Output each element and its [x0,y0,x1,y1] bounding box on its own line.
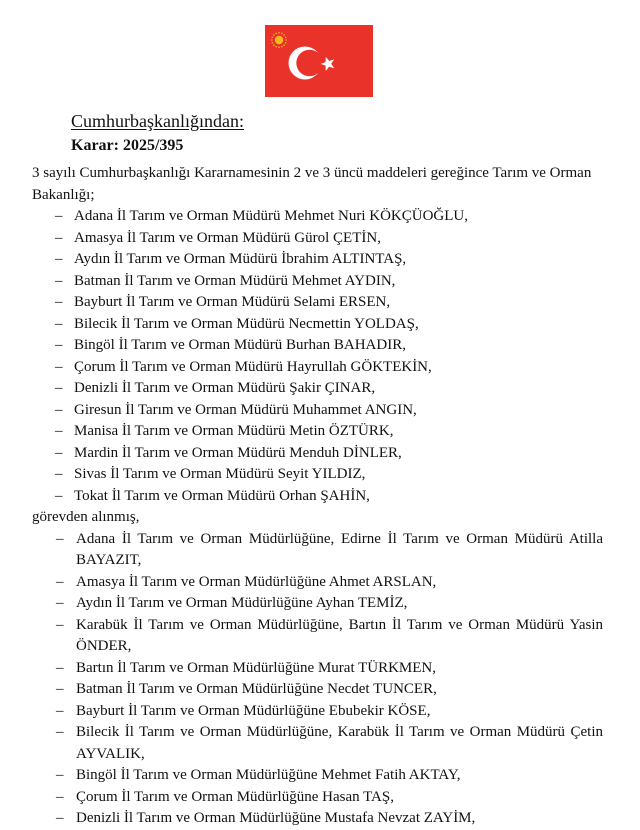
list-item [0,722,603,765]
item-text: Bingöl İl Tarım ve Orman Müdürlüğüne Mehmet Fatih AKTAY, [76,767,461,783]
bullet-dash: – [56,767,64,783]
item-text: Amasya İl Tarım ve Orman Müdürü Gürol ÇETİN, [74,229,381,246]
issuer-heading: Cumhurbaşkanlığından: [71,111,244,131]
seal-star [283,34,285,36]
bullet-dash: – [56,724,64,740]
item-text: Tokat İl Tarım ve Orman Müdürü Orhan ŞAHİN, [74,487,370,504]
turkish-flag-icon [265,25,373,97]
item-text: Aydın İl Tarım ve Orman Müdürü İbrahim ALTINTAŞ, [74,251,407,267]
bullet-dash: – [55,337,63,353]
list-item [0,206,640,228]
bullet-dash: – [55,380,63,396]
item-text: Adana İl Tarım ve Orman Müdürü Mehmet Nuri KÖKÇÜOĞLU, [74,208,469,224]
bullet-dash: – [55,208,63,224]
bullet-dash: – [56,681,64,697]
bullet-dash: – [56,616,64,633]
item-text: Adana İl Tarım ve Orman Müdürlüğüne, Edirne İl Tarım ve Orman Müdürü Atilla BAYAZIT, [76,530,603,568]
list-item [0,314,640,336]
list-item [0,464,640,486]
list-item [0,529,603,572]
list-item [0,421,640,443]
item-text: Bartın İl Tarım ve Orman Müdürlüğüne Murat TÜRKMEN, [76,659,437,676]
seal-star [281,46,283,48]
bullet-dash: – [56,573,64,590]
list-item [0,486,640,508]
bullet-dash: – [55,272,63,289]
bullet-dash: – [55,466,63,482]
seal-star [271,39,273,41]
item-text: Aydın İl Tarım ve Orman Müdürlüğüne Ayhan TEMİZ, [76,595,408,611]
item-text: Denizli İl Tarım ve Orman Müdürlüğüne Mustafa Nevzat ZAYİM, [76,810,476,826]
item-text: Sivas İl Tarım ve Orman Müdürü Seyit YILDIZ, [74,466,366,482]
list-item [0,615,603,658]
seal-star [285,42,287,44]
dismissed-list [0,206,640,507]
list-item [0,335,640,357]
seal-star [272,36,274,38]
list-item [0,292,640,314]
bullet-dash: – [56,810,64,826]
seal-star [273,34,275,36]
bullet-dash: – [56,788,64,805]
seal-star [275,33,277,35]
item-text: Bingöl İl Tarım ve Orman Müdürü Burhan BAHADIR, [74,337,406,353]
bullet-dash: – [56,702,64,719]
list-item [0,787,603,809]
item-text: Bayburt İl Tarım ve Orman Müdürü Selami ERSEN, [74,294,391,310]
seal-star [281,33,283,35]
item-text: Denizli İl Tarım ve Orman Müdürü Şakir ÇINAR, [74,380,376,396]
list-item [0,808,603,830]
bullet-dash: – [55,401,63,418]
seal-star [285,39,287,41]
bullet-dash: – [56,530,64,547]
bullet-dash: – [55,315,63,332]
item-text: Batman İl Tarım ve Orman Müdürlüğüne Necdet TUNCER, [76,681,437,697]
list-item [0,443,640,465]
list-item [0,658,603,680]
seal-star [278,32,280,34]
intro-paragraph: 3 sayılı Cumhurbaşkanlığı Kararnamesinin 2 ve 3 üncü maddeleri gereğince Tarım ve Orman Bakanlığı; [32,165,592,203]
item-text: Batman İl Tarım ve Orman Müdürü Mehmet AYDIN, [74,272,396,289]
bullet-dash: – [55,487,63,504]
seal-star [275,46,277,48]
item-text: Çorum İl Tarım ve Orman Müdürlüğüne Hasan TAŞ, [76,788,394,805]
seal-star [285,36,287,38]
bullet-dash: – [55,294,63,310]
seal-star [272,42,274,44]
crescent-inner [296,50,322,76]
bullet-dash: – [55,423,63,439]
item-text: Bilecik İl Tarım ve Orman Müdürü Necmettin YOLDAŞ, [74,315,419,332]
bullet-dash: – [55,444,63,461]
flag-header [0,0,640,97]
bullet-dash: – [55,358,63,375]
dismissal-statement: görevden alınmış, [32,509,140,525]
list-item [0,271,640,293]
list-item [0,357,640,379]
item-text: Mardin İl Tarım ve Orman Müdürü Menduh DİNLER, [74,444,402,461]
list-item [0,378,640,400]
item-text: Karabük İl Tarım ve Orman Müdürlüğüne, Bartın İl Tarım ve Orman Müdürü Yasin ÖNDER, [76,616,603,654]
decision-number: Karar: 2025/395 [71,137,184,154]
item-text: Bayburt İl Tarım ve Orman Müdürlüğüne Ebubekir KÖSE, [76,702,431,719]
list-item [0,765,603,787]
list-item [0,679,603,701]
item-text: Amasya İl Tarım ve Orman Müdürlüğüne Ahmet ARSLAN, [76,573,437,590]
list-item [0,249,640,271]
item-text: Bilecik İl Tarım ve Orman Müdürlüğüne, Karabük İl Tarım ve Orman Müdürü Çetin AYVALIK, [76,724,603,762]
bullet-dash: – [55,229,63,246]
item-text: Giresun İl Tarım ve Orman Müdürü Muhammet ANGIN, [74,401,417,418]
list-item [0,572,603,594]
bullet-dash: – [55,251,63,267]
item-text: Manisa İl Tarım ve Orman Müdürü Metin ÖZTÜRK, [74,423,394,439]
item-text: Çorum İl Tarım ve Orman Müdürü Hayrullah GÖKTEKİN, [74,358,432,375]
bullet-dash: – [56,595,64,611]
list-item [0,701,603,723]
seal-star [278,46,280,48]
bullet-dash: – [56,659,64,676]
seal-star [283,44,285,46]
list-item [0,228,640,250]
list-item [0,400,640,422]
appointed-list [0,529,640,830]
list-item [0,593,603,615]
seal-star [273,44,275,46]
